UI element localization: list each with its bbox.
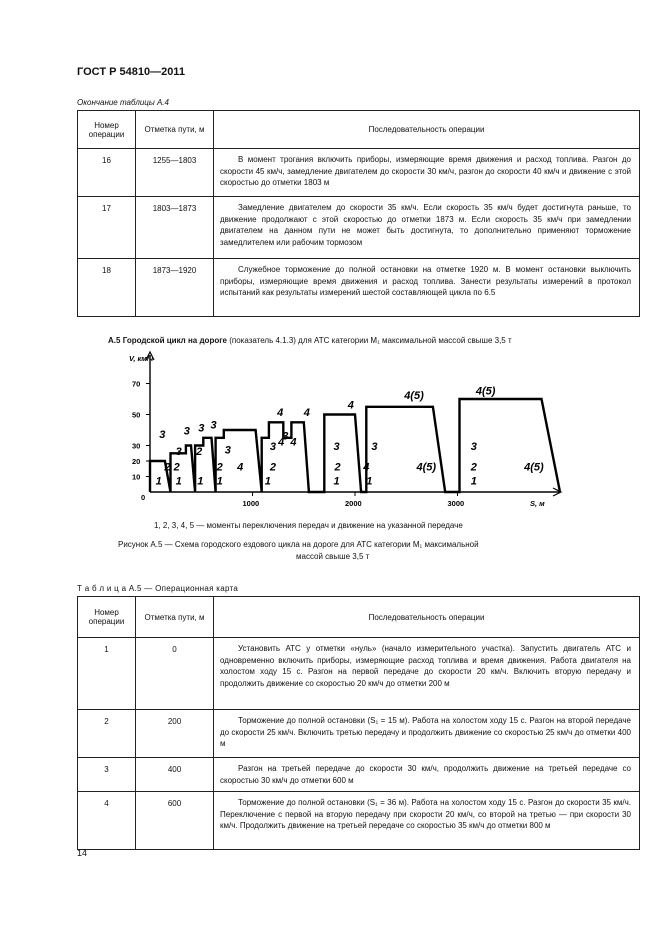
- y-tick-label: 20: [132, 457, 141, 466]
- gear-label: 3: [470, 441, 477, 454]
- gear-label: 3: [175, 445, 182, 458]
- gear-label: 3: [371, 441, 378, 454]
- document-header: ГОСТ Р 54810—2011: [77, 66, 185, 78]
- origin-label: 0: [141, 493, 146, 502]
- gear-label: 4(5): [524, 461, 544, 474]
- x-tick-label: 3000: [447, 499, 465, 508]
- row-num: 3: [78, 758, 136, 792]
- col-header-mark: Отметка пути, м: [136, 597, 214, 638]
- row-text: Замедление двигателем до скорости 35 км/ч. Если скорость 35 км/ч будет достигнута раньше, то движение продолжают с этой скоростью до отметки 1873 м. Если скорость 35 км/ч при замедлении двигателем на данном пути не может быть достигнута, то дополнительно применяют торможение замедлителем или рабочим тормозом: [214, 197, 640, 259]
- speed-chart: [120, 350, 580, 512]
- table-a5: [77, 596, 640, 850]
- table-a5-caption: Т а б л и ц а А.5 — Операционная карта: [77, 584, 239, 593]
- col-header-num: Номер операции: [78, 111, 136, 149]
- table-row: [78, 259, 640, 317]
- table-a4-caption: Окончание таблицы А.4: [77, 98, 169, 107]
- gear-label: 4: [277, 407, 284, 419]
- gear-label: 4: [237, 461, 244, 474]
- speed-series-line: [150, 399, 560, 492]
- row-text: Служебное торможение до полной остановки на отметке 1920 м. В момент остановки выключить приборы, измеряющие время движения и расход топлива. Занести результаты измерений в протокол испытаний как результаты измерений шестой составляющей цикла по 6.5: [214, 259, 640, 317]
- section-a5-heading: [108, 336, 512, 345]
- gear-label: 4(5): [404, 390, 424, 402]
- table-row: [78, 149, 640, 197]
- col-header-num: Номер операции: [78, 597, 136, 638]
- table-row: [78, 197, 640, 259]
- gear-label: 1: [470, 475, 477, 488]
- figure-caption-line2: массой свыше 3,5 т: [296, 552, 370, 561]
- row-text: Установить АТС у отметки «нуль» (начало измерительного участка). Запустить двигатель АТС и одновременно включить приборы, измеряющие расход топлива и время движения. Работа двигателя на холостом ходу 15 с. Разгон на первой передаче до скорости 20 км/ч. Включить вторую передачу и продолжить движение со скоростью 20 км/ч до отметки 200 м: [214, 638, 640, 710]
- row-num: 2: [78, 710, 136, 758]
- y-tick-label: 10: [132, 472, 141, 482]
- gear-label: 4: [290, 436, 297, 449]
- table-row: [78, 638, 640, 710]
- col-header-seq: Последовательность операции: [214, 111, 640, 149]
- row-num: 16: [78, 149, 136, 197]
- gear-label: 2: [334, 461, 341, 474]
- gear-label: 1: [175, 475, 182, 488]
- figure-caption-line1: Рисунок А.5 — Схема городского ездового цикла на дороге для АТС категории M₁ максимальной: [118, 540, 479, 549]
- gear-label: 2: [269, 461, 277, 474]
- gear-label: 3: [198, 422, 205, 435]
- row-num: 18: [78, 259, 136, 317]
- table-a4: [77, 110, 640, 317]
- gear-label: 4: [363, 461, 370, 474]
- gear-label: 2: [196, 445, 203, 458]
- gear-label: 2: [470, 461, 477, 474]
- section-number: А.5: [108, 336, 121, 345]
- row-text: Торможение до полной остановки (S₁ = 15 м). Работа на холостом ходу 15 с. Разгон на второй передаче до скорости 25 км/ч. Включить третью передачу и продолжить движение со скоростью 25 км/ч до отметки 400 м: [214, 710, 640, 758]
- page-number: 14: [77, 848, 88, 858]
- row-text: Торможение до полной остановки (S₁ = 36 м). Работа на холостом ходу 15 с. Разгон до скорости 35 км/ч. Переключение с первой на вторую передачу при скорости 20 км/ч, со второй на третью — при скорости 30 км/ч. Продолжить движение на третьей передаче со скоростью 35 км/ч до отметки 800 м: [214, 792, 640, 850]
- x-tick-label: 1000: [242, 499, 260, 508]
- y-tick-label: 70: [132, 379, 141, 389]
- col-header-seq: Последовательность операции: [214, 597, 640, 638]
- row-num: 1: [78, 638, 136, 710]
- gear-label: 3: [159, 428, 166, 441]
- gear-label: 3: [269, 441, 277, 454]
- gear-label: 2: [216, 461, 223, 474]
- row-mark: 600: [136, 792, 214, 850]
- row-mark: 200: [136, 710, 214, 758]
- row-mark: 1803—1873: [136, 197, 214, 259]
- gear-label: 1: [264, 475, 271, 488]
- table-row: [78, 710, 640, 758]
- gear-label: 4(5): [416, 461, 437, 474]
- gear-label: 1: [366, 475, 373, 488]
- gear-label: 3: [224, 444, 231, 457]
- table-row: [78, 758, 640, 792]
- gear-label: 2: [173, 461, 180, 474]
- row-mark: 1873—1920: [136, 259, 214, 317]
- gear-label: 4: [278, 436, 285, 449]
- y-tick-label: 30: [132, 441, 141, 451]
- y-tick-label: 50: [132, 410, 141, 420]
- row-text: В момент трогания включить приборы, измеряющие время движения и расход топлива. Разгон до скорости 45 км/ч, замедление двигателем до скорости 30 км/ч, разгон до скорости 40 км/ч и движение с этой скоростью до отметки 1803 м: [214, 149, 640, 197]
- row-num: 4: [78, 792, 136, 850]
- row-mark: 0: [136, 638, 214, 710]
- gear-label: 4: [347, 399, 354, 412]
- gear-label: 3: [183, 425, 190, 438]
- row-num: 17: [78, 197, 136, 259]
- gear-label: 3: [333, 441, 340, 454]
- table-row: [78, 792, 640, 850]
- gear-label: 1: [155, 475, 162, 488]
- gear-label: 4(5): [475, 385, 496, 398]
- gear-label: 1: [197, 475, 204, 488]
- gear-label: 4: [303, 407, 310, 419]
- gear-label: 1: [216, 475, 223, 488]
- gear-label: 3: [210, 419, 217, 432]
- row-text: Разгон на третьей передаче до скорости 30 км/ч, продолжить движение на третьей передаче со скоростью 30 км/ч до отметки 600 м: [214, 758, 640, 792]
- x-axis-label: S, м: [530, 499, 545, 508]
- section-title-rest: (показатель 4.1.3) для АТС категории M₁ максимальной массой свыше 3,5 т: [229, 336, 512, 345]
- gear-label: 3: [282, 430, 289, 443]
- col-header-mark: Отметка пути, м: [136, 111, 214, 149]
- gear-label: 1: [333, 475, 340, 488]
- section-title: Городской цикл на дороге: [122, 336, 227, 345]
- gear-label: 2: [164, 461, 171, 474]
- row-mark: 1255—1803: [136, 149, 214, 197]
- row-mark: 400: [136, 758, 214, 792]
- x-tick-label: 2000: [345, 499, 362, 508]
- y-axis-label: V, км/ч: [129, 354, 154, 363]
- figure-legend: 1, 2, 3, 4, 5 — моменты переключения передач и движение на указанной передаче: [154, 521, 463, 530]
